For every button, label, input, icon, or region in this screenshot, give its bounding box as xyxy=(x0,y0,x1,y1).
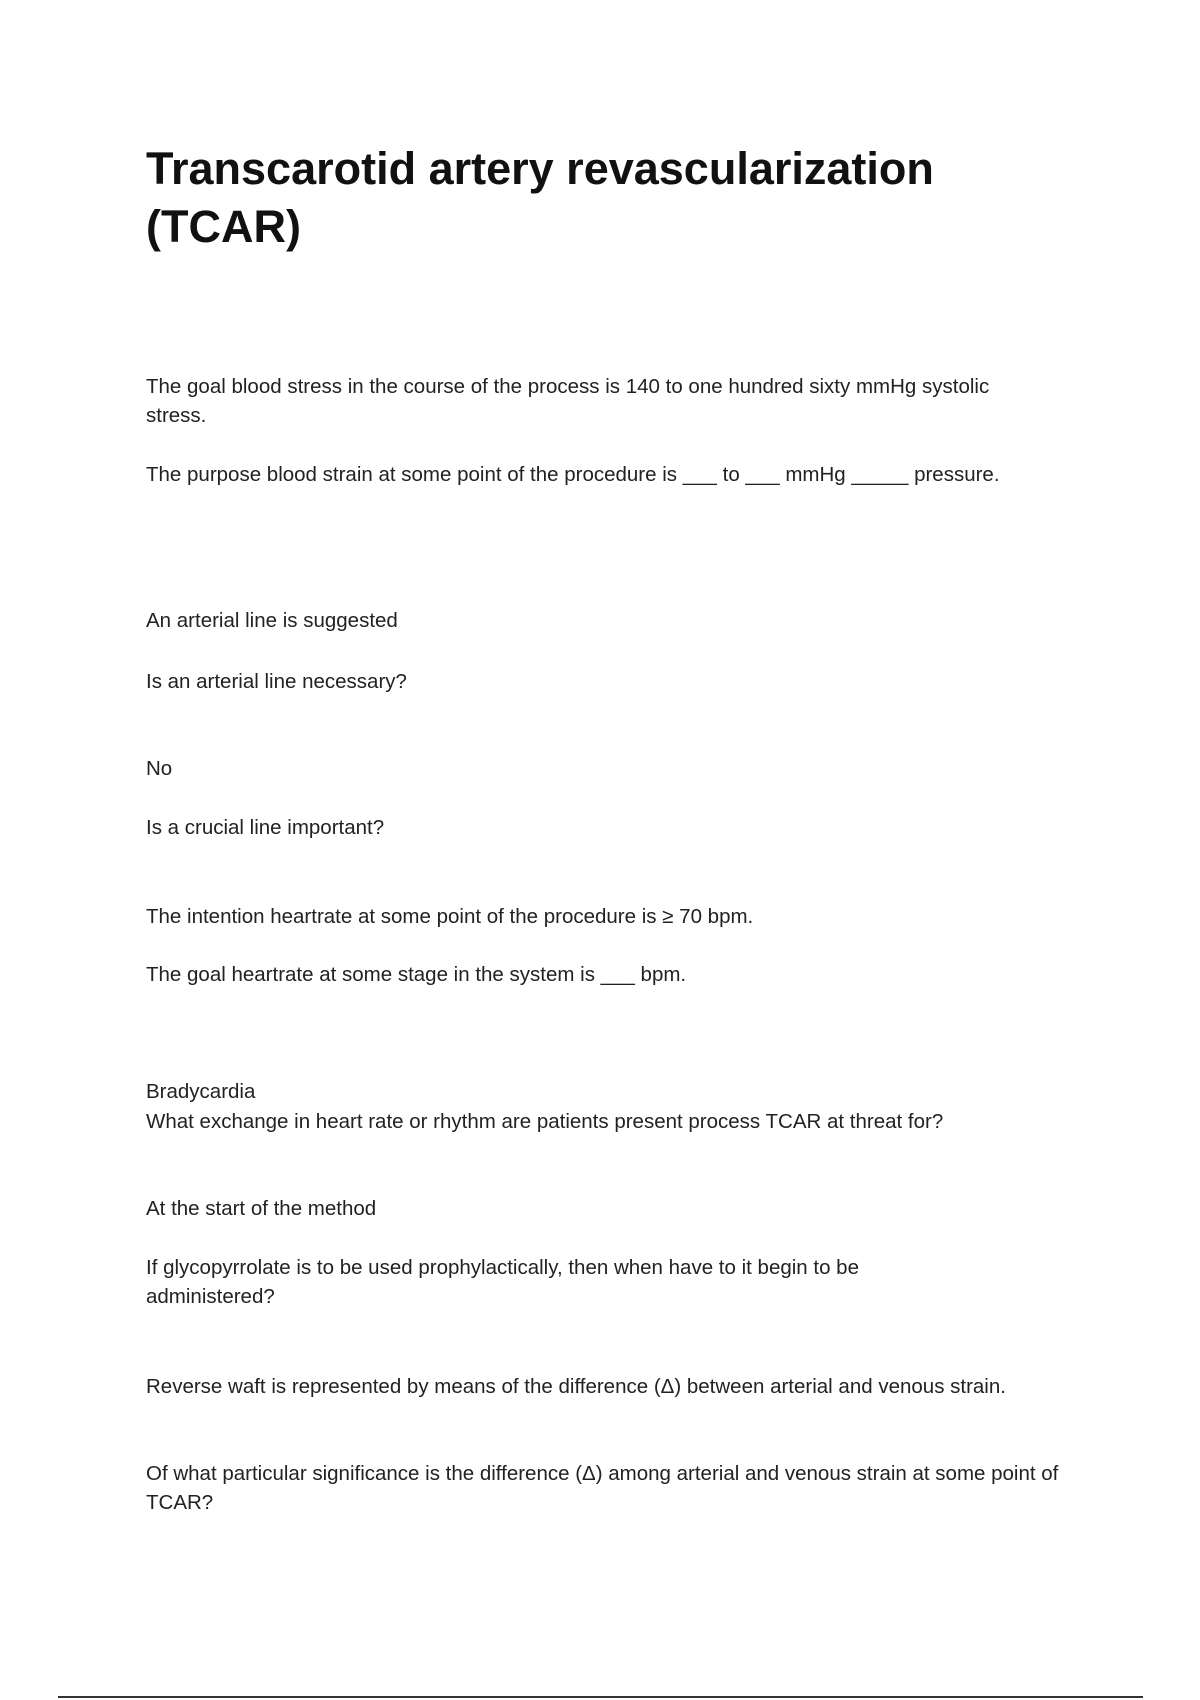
page-bottom-rule xyxy=(58,1696,1143,1698)
question-arterial-line: Is an arterial line necessary? xyxy=(146,670,407,693)
question-glycopyrrolate-timing: If glycopyrrolate is to be used prophylactically, then when have to it begin to be administered? xyxy=(146,1256,859,1308)
question-central-line: Is a crucial line important? xyxy=(146,816,385,839)
answer-goal-heartrate: The intention heartrate at some point of the procedure is ≥ 70 bpm. xyxy=(146,905,754,928)
answer-bradycardia: Bradycardia xyxy=(146,1080,256,1103)
question-heart-rhythm-risk: What exchange in heart rate or rhythm are patients present process TCAR at threat for? xyxy=(146,1110,944,1133)
answer-central-line: No xyxy=(146,757,173,780)
answer-goal-blood-pressure: The goal blood stress in the course of the process is 140 to one hundred sixty mmHg systolic stress. xyxy=(146,375,990,427)
question-pressure-difference: Of what particular significance is the difference (Δ) among arterial and venous strain at some point of TCAR? xyxy=(146,1462,1059,1514)
question-goal-blood-pressure: The purpose blood strain at some point of the procedure is ___ to ___ mmHg _____ pressure. xyxy=(146,463,1000,486)
answer-arterial-line: An arterial line is suggested xyxy=(146,609,398,632)
answer-glycopyrrolate-timing: At the start of the method xyxy=(146,1197,377,1220)
question-goal-heartrate: The goal heartrate at some stage in the system is ___ bpm. xyxy=(146,963,687,986)
answer-reverse-flow: Reverse waft is represented by means of the difference (Δ) between arterial and venous strain. xyxy=(146,1375,1006,1398)
page-title: Transcarotid artery revascularization (TCAR) xyxy=(146,143,934,252)
